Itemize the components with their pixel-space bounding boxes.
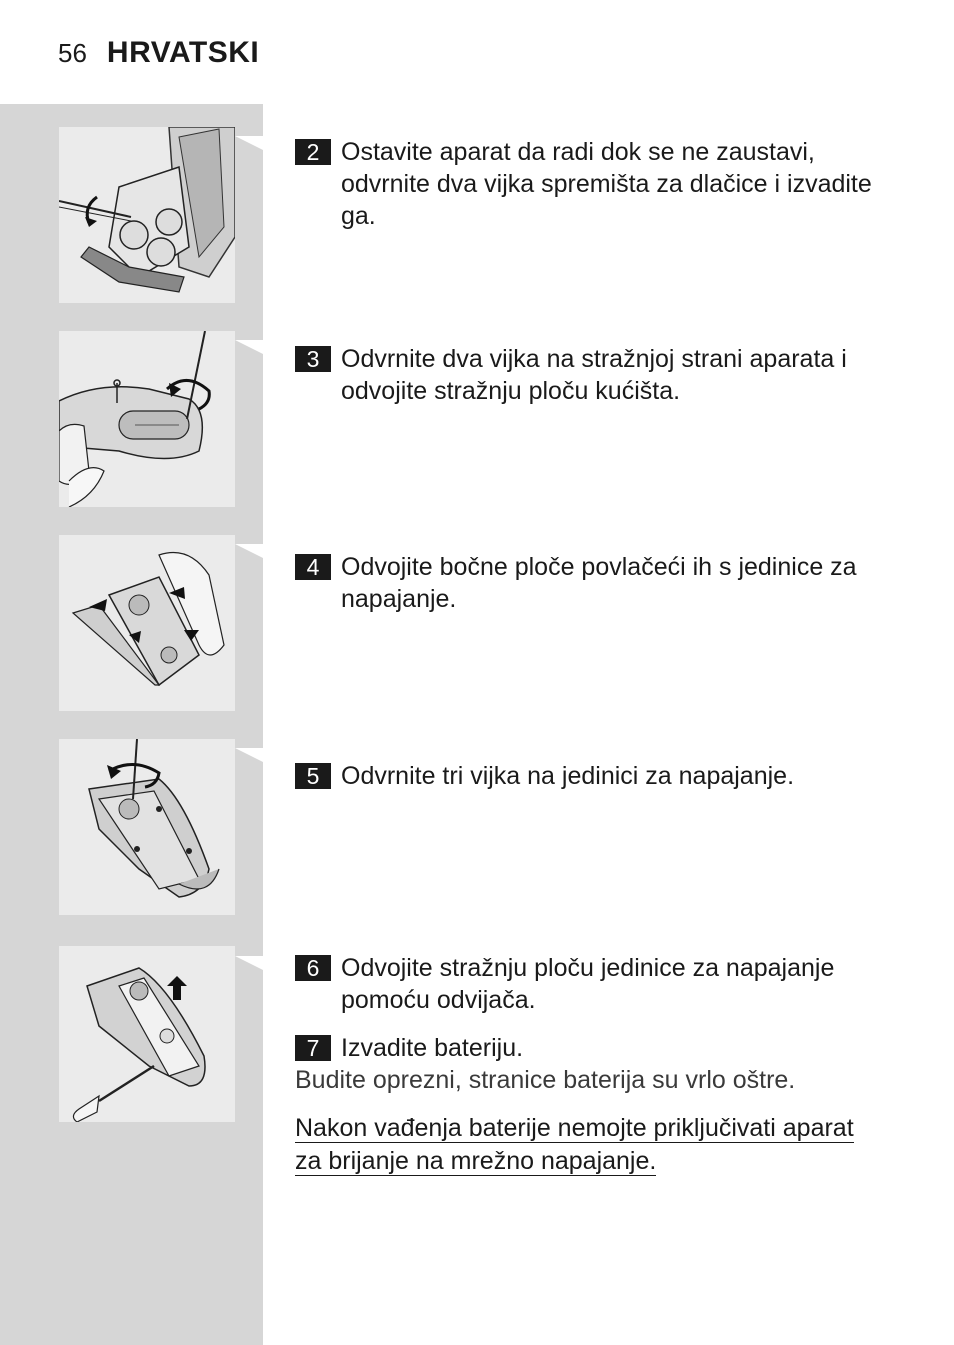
figure-step-2 bbox=[59, 127, 235, 303]
step-number: 2 bbox=[295, 139, 331, 165]
step-7 bbox=[295, 1032, 905, 1064]
step-4 bbox=[295, 551, 905, 615]
section-title: HRVATSKI bbox=[106, 36, 260, 69]
step-number: 4 bbox=[295, 554, 331, 580]
figure-pointer bbox=[235, 956, 263, 970]
step-text: Ostavite aparat da radi dok se ne zaustavi, odvrnite dva vijka spremišta za dlačice i izvadite ga. bbox=[341, 138, 872, 230]
step-text: Odvojite bočne ploče povlačeći ih s jedinice za napajanje. bbox=[341, 553, 857, 613]
figure-pointer bbox=[235, 544, 263, 558]
figure-pointer bbox=[235, 136, 263, 150]
step-text: Odvojite stražnju ploču jedinice za napajanje pomoću odvijača. bbox=[341, 954, 835, 1014]
step-3 bbox=[295, 343, 905, 407]
caution-note: Budite oprezni, stranice baterija su vrlo oštre. bbox=[295, 1066, 796, 1094]
step-number: 5 bbox=[295, 763, 331, 789]
figure-pointer bbox=[235, 748, 263, 762]
figure-step-5 bbox=[59, 739, 235, 915]
page-header bbox=[58, 36, 259, 76]
step-number: 3 bbox=[295, 346, 331, 372]
figure-step-3 bbox=[59, 331, 235, 507]
figure-step-4 bbox=[59, 535, 235, 711]
warning-line-2: za brijanje na mrežno napajanje. bbox=[295, 1147, 657, 1175]
step-text: Odvrnite tri vijka na jedinici za napajanje. bbox=[341, 762, 795, 790]
page-number: 56 bbox=[58, 38, 87, 68]
step-number: 6 bbox=[295, 955, 331, 981]
figure-pointer bbox=[235, 340, 263, 354]
figure-step-6 bbox=[59, 946, 235, 1122]
step-number: 7 bbox=[295, 1035, 331, 1061]
warning-text bbox=[295, 1112, 900, 1178]
step-6 bbox=[295, 952, 905, 1016]
step-2 bbox=[295, 136, 905, 232]
warning-line-1: Nakon vađenja baterije nemojte priključivati aparat bbox=[295, 1114, 854, 1142]
step-text: Odvrnite dva vijka na stražnjoj strani aparata i odvojite stražnju ploču kućišta. bbox=[341, 345, 847, 405]
step-text: Izvadite bateriju. bbox=[341, 1034, 524, 1062]
step-5 bbox=[295, 760, 905, 792]
